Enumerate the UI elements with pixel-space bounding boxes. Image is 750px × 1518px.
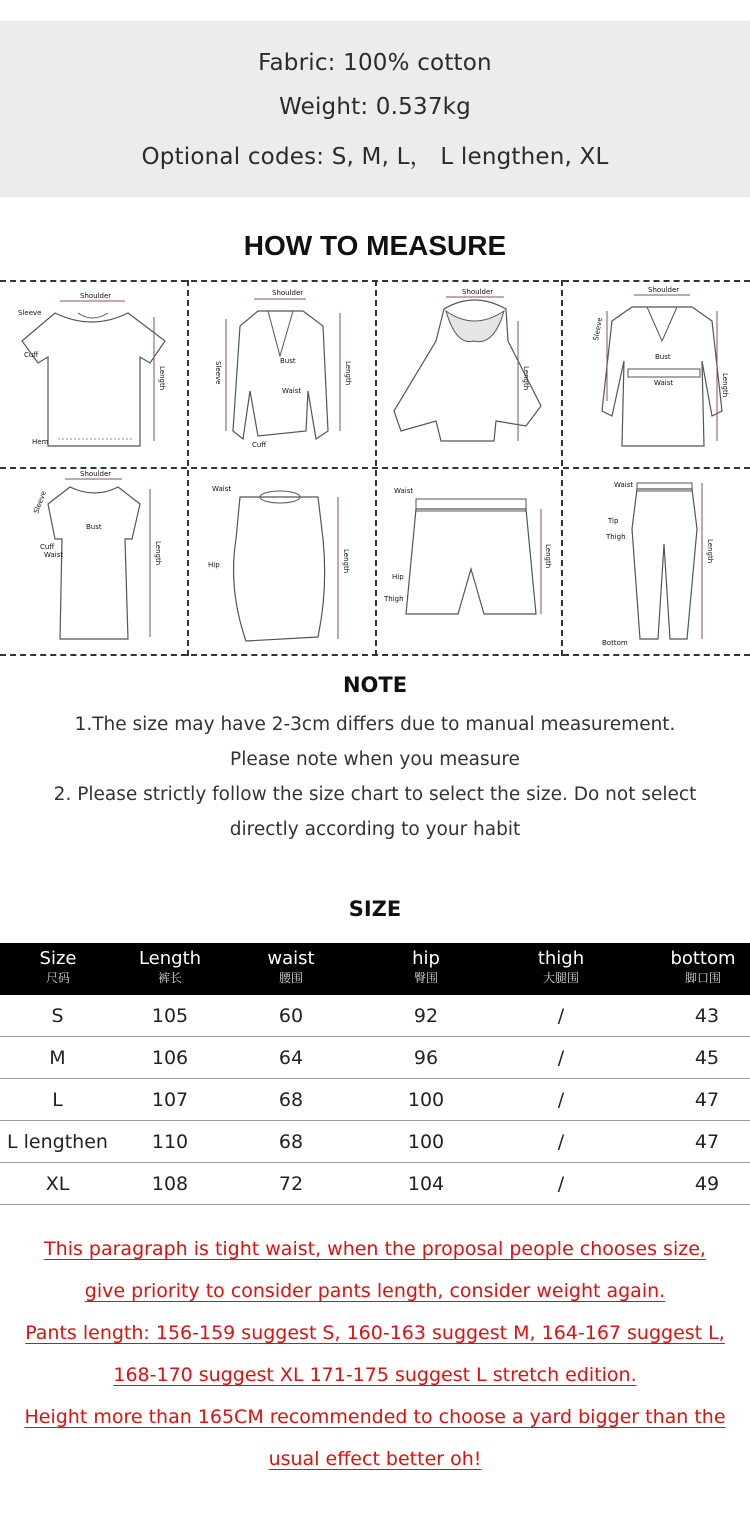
label-thigh: Thigh [384,595,404,603]
label-waist: Waist [282,387,302,395]
label-waist: Waist [654,379,674,387]
header-thigh: thigh 大腿围 [537,948,585,985]
dress-diagram [0,469,186,655]
fabric-text: Fabric: 100% cotton [258,50,492,76]
label-sleeve: Sleeve [18,309,42,317]
label-hip: Hip [392,573,404,581]
label-length: Length [158,366,166,391]
note-line-1: 1.The size may have 2-3cm differs due to manual measurement. [74,714,676,735]
coat-diagram [376,281,562,467]
label-bust: Bust [280,357,296,365]
label-sleeve: Sleeve [592,316,605,342]
size-title: SIZE [348,897,402,921]
label-shoulder: Shoulder [462,288,494,296]
optional-codes-text: Optional codes: S, M, L， L lengthen, XL [141,144,609,170]
label-hem: Hem [32,438,49,446]
header-length: Length 裤长 [138,948,202,985]
label-length: Length [344,361,352,386]
header-size: Size 尺码 [39,948,77,985]
label-length: Length [154,541,162,566]
label-waist: Waist [614,481,634,489]
label-shoulder: Shoulder [80,470,112,478]
label-shoulder: Shoulder [80,292,112,300]
advice-line-3: Pants length: 156-159 suggest S, 160-163 suggest M, 164-167 suggest L, [25,1322,725,1344]
label-cuff: Cuff [252,441,267,449]
label-cuff: Cuff [40,543,55,551]
label-length: Length [706,539,714,564]
note-line-2: Please note when you measure [230,749,520,770]
label-hip: Hip [208,561,220,569]
trousers-diagram [562,469,748,655]
label-length: Length [721,373,729,398]
note-line-3: 2. Please strictly follow the size chart to select the size. Do not select [53,784,697,805]
label-length: Length [522,366,530,391]
label-sleeve: Sleeve [214,361,222,385]
shorts-diagram [376,469,562,655]
label-shoulder: Shoulder [648,286,680,294]
weight-text: Weight: 0.537kg [279,94,471,120]
label-thigh: Thigh [606,533,626,541]
label-bust: Bust [655,353,671,361]
advice-line-5: Height more than 165CM recommended to choose a yard bigger than the [24,1406,726,1428]
label-waist: Waist [212,485,232,493]
table-row: S 105 60 92 / 43 [0,995,750,1037]
label-length: Length [544,544,552,569]
skirt-diagram [188,469,374,655]
label-waist: Waist [44,551,64,559]
advice-line-6: usual effect better oh! [268,1448,482,1470]
label-length: Length [342,549,350,574]
label-shoulder: Shoulder [272,289,304,297]
advice-line-2: give priority to consider pants length, consider weight again. [84,1280,666,1302]
label-tip: Tip [608,517,619,525]
header-hip: hip 臀围 [412,948,440,985]
how-to-measure-title: HOW TO MEASURE [243,230,507,261]
note-line-4: directly according to your habit [229,819,521,840]
tshirt-diagram [0,281,186,467]
advice-line-1: This paragraph is tight waist, when the proposal people chooses size, [44,1238,706,1260]
header-bottom: bottom 脚口围 [670,948,736,985]
size-table [0,943,750,1205]
size-table-header [0,943,750,995]
label-bust: Bust [86,523,102,531]
label-bottom: Bottom [602,639,628,647]
advice-line-4: 168-170 suggest XL 171-175 suggest L stretch edition. [113,1364,637,1386]
table-row: L 107 68 100 / 47 [0,1079,750,1121]
table-row: M 106 64 96 / 45 [0,1037,750,1079]
measure-diagram-grid [0,280,750,656]
blazer-diagram [188,281,374,467]
header-waist: waist 腰围 [267,948,315,985]
label-waist: Waist [394,487,414,495]
table-row: XL 108 72 104 / 49 [0,1163,750,1205]
label-cuff: Cuff [24,351,39,359]
belted-coat-diagram [562,281,748,467]
note-title: NOTE [342,673,408,697]
table-row: L lengthen 110 68 100 / 47 [0,1121,750,1163]
label-sleeve: Sleeve [32,489,48,515]
